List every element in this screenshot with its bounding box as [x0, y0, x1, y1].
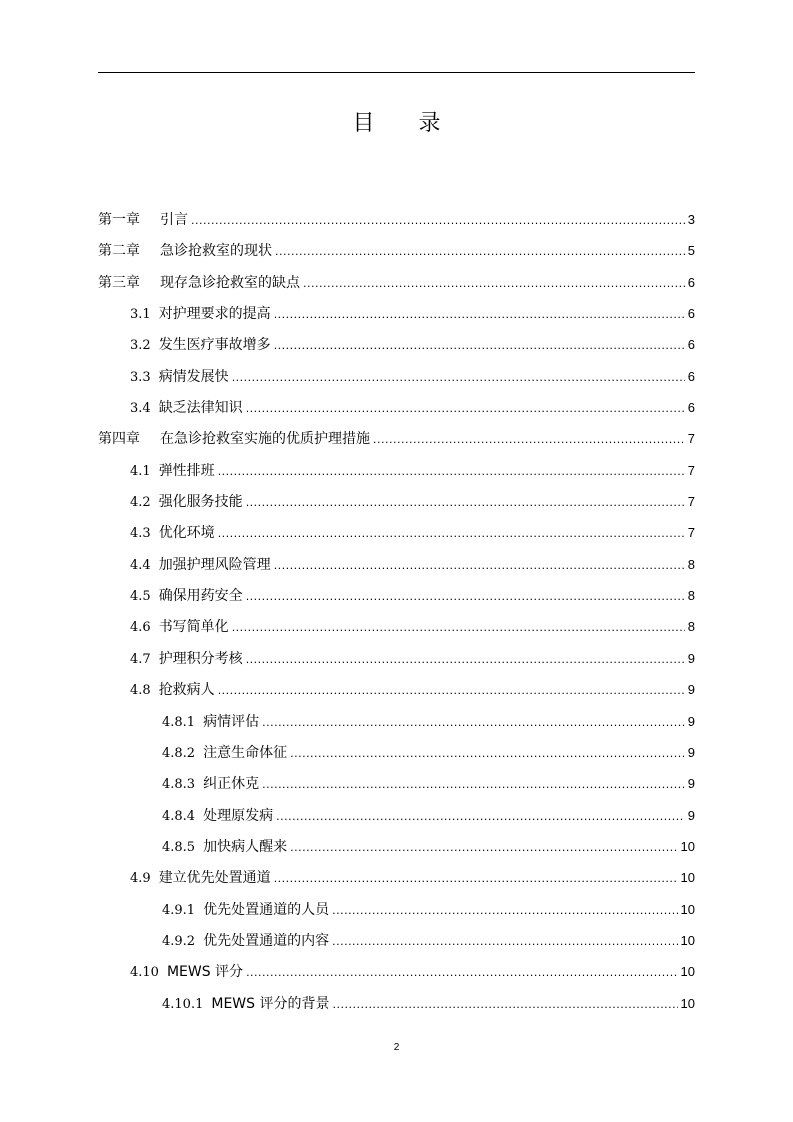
toc-entry-page: 10	[680, 870, 695, 886]
toc-dot-leader	[218, 518, 685, 549]
toc-entry-number: 4.5	[130, 589, 151, 605]
toc-entry-number: 4.9.2	[162, 933, 196, 949]
toc-entry-number: 第一章	[98, 212, 140, 228]
toc-entry-page: 9	[687, 650, 695, 666]
toc-entry-number: 4.2	[130, 495, 151, 511]
toc-entry-number: 第三章	[98, 274, 140, 291]
toc-entry-page: 7	[687, 431, 695, 447]
toc-entry-label: 抢救病人	[158, 682, 215, 699]
toc-entry-page: 10	[680, 838, 695, 854]
toc-entry[interactable]	[98, 643, 695, 674]
toc-dot-leader	[218, 675, 685, 706]
toc-entry-label: 确保用药安全	[158, 588, 243, 605]
toc-entry-label: 强化服务技能	[158, 494, 243, 511]
toc-dot-leader	[290, 738, 685, 769]
toc-entry-number: 4.10.1	[162, 996, 204, 1012]
toc-entry[interactable]	[98, 235, 695, 266]
toc-entry[interactable]	[98, 329, 695, 360]
toc-entry-label: 病情发展快	[158, 368, 229, 385]
toc-dot-leader	[246, 487, 685, 518]
toc-entry-page: 6	[687, 337, 695, 353]
page-title: 目录	[352, 111, 485, 136]
toc-entry-label: 护理积分考核	[158, 650, 243, 667]
toc-dot-leader	[290, 832, 677, 863]
toc-entry[interactable]	[98, 298, 695, 329]
toc-dot-leader	[373, 424, 685, 455]
toc-dot-leader	[332, 989, 677, 1020]
toc-entry[interactable]	[98, 800, 695, 831]
toc-entry-page: 3	[687, 212, 695, 227]
toc-dot-leader	[246, 581, 685, 612]
toc-dot-leader	[274, 863, 678, 894]
toc-entry-number: 4.3	[130, 526, 151, 542]
toc-entry-number: 4.4	[130, 557, 151, 573]
toc-entry-label: 在急诊抢救室实施的优质护理措施	[160, 431, 370, 448]
toc-dot-leader	[274, 550, 685, 581]
toc-dot-leader	[246, 644, 685, 675]
toc-entry[interactable]	[98, 486, 695, 517]
toc-entry-label: 急诊抢救室的现状	[160, 243, 272, 260]
toc-entry-label: 优化环境	[158, 525, 215, 542]
toc-entry[interactable]	[98, 862, 695, 893]
toc-entry[interactable]	[98, 361, 695, 392]
toc-entry-label: 建立优先处置通道	[158, 870, 271, 887]
toc-entry[interactable]	[98, 737, 695, 768]
toc-entry[interactable]	[98, 674, 695, 705]
toc-dot-leader	[191, 205, 685, 236]
toc-entry-label: 病情评估	[203, 713, 260, 730]
toc-entry-number: 第二章	[98, 243, 140, 260]
toc-entry-number: 4.10	[130, 965, 159, 981]
table-of-contents	[98, 204, 695, 1019]
toc-entry-label: MEWS 评分	[166, 964, 244, 981]
toc-entry-page: 9	[687, 713, 695, 729]
toc-entry-label: 注意生命体征	[203, 744, 288, 761]
toc-entry-label: 优先处置通道的人员	[203, 901, 330, 918]
toc-dot-leader	[303, 268, 685, 299]
toc-entry[interactable]	[98, 894, 695, 925]
toc-entry[interactable]	[98, 580, 695, 611]
footer-page-number: 2	[393, 1042, 400, 1053]
toc-entry-number: 4.6	[130, 620, 151, 636]
toc-entry[interactable]	[98, 392, 695, 423]
toc-dot-leader	[262, 769, 685, 800]
toc-entry-page: 10	[680, 932, 695, 948]
toc-entry-number: 4.1	[130, 463, 151, 479]
toc-entry-label: 引言	[160, 212, 188, 228]
toc-dot-leader	[274, 299, 685, 330]
toc-entry-number: 4.9.1	[162, 902, 196, 918]
toc-entry-number: 4.8	[130, 683, 151, 699]
toc-entry-label: 对护理要求的提高	[158, 306, 271, 323]
toc-entry-label: 书写简单化	[158, 619, 229, 636]
toc-dot-leader	[262, 707, 685, 738]
toc-entry-label: 现存急诊抢救室的缺点	[160, 274, 300, 291]
toc-entry-label: 处理原发病	[203, 807, 274, 824]
toc-entry-number: 4.7	[130, 651, 151, 667]
toc-entry[interactable]	[98, 706, 695, 737]
toc-entry[interactable]	[98, 956, 695, 987]
toc-dot-leader	[232, 612, 685, 643]
toc-entry-page: 6	[687, 368, 695, 384]
toc-entry-label: 加强护理风险管理	[158, 556, 271, 573]
toc-entry-page: 6	[687, 274, 695, 290]
toc-dot-leader	[232, 362, 685, 393]
toc-entry-page: 5	[687, 243, 695, 259]
toc-entry-label: 缺乏法律知识	[158, 400, 243, 417]
toc-entry-page: 9	[687, 744, 695, 760]
header-rule	[98, 72, 695, 73]
toc-entry-number: 4.8.5	[162, 839, 196, 855]
toc-entry-page: 6	[687, 306, 695, 322]
toc-entry[interactable]	[98, 455, 695, 486]
toc-dot-leader	[218, 456, 685, 487]
toc-entry-page: 7	[687, 462, 695, 478]
toc-entry-label: 纠正休克	[203, 776, 260, 793]
toc-entry-page: 8	[687, 619, 695, 635]
toc-entry-label: 优先处置通道的内容	[203, 932, 330, 949]
toc-dot-leader	[274, 330, 685, 361]
toc-dot-leader	[246, 393, 685, 424]
toc-dot-leader	[332, 926, 677, 957]
toc-entry-page: 7	[687, 494, 695, 510]
toc-entry-label: 加快病人醒来	[203, 838, 288, 855]
toc-entry-label: 发生医疗事故增多	[158, 337, 271, 354]
toc-entry-number: 3.4	[130, 401, 151, 417]
toc-entry-number: 4.8.2	[162, 745, 196, 761]
toc-entry-page: 10	[680, 964, 695, 980]
toc-entry-number: 3.3	[130, 369, 151, 385]
toc-entry-page: 7	[687, 525, 695, 541]
toc-dot-leader	[276, 801, 685, 832]
toc-entry-page: 8	[687, 556, 695, 572]
toc-entry-number: 3.1	[130, 307, 151, 323]
toc-entry[interactable]	[98, 831, 695, 862]
toc-dot-leader	[332, 895, 677, 926]
toc-entry[interactable]	[98, 988, 695, 1019]
toc-entry[interactable]	[98, 925, 695, 956]
toc-dot-leader	[246, 957, 677, 988]
toc-entry-page: 9	[687, 776, 695, 792]
toc-entry[interactable]	[98, 768, 695, 799]
toc-entry-number: 第四章	[98, 431, 140, 448]
toc-entry[interactable]	[98, 611, 695, 642]
toc-entry-page: 6	[687, 400, 695, 416]
toc-entry[interactable]	[98, 423, 695, 454]
toc-dot-leader	[275, 236, 685, 267]
toc-entry[interactable]	[98, 517, 695, 548]
toc-entry[interactable]	[98, 204, 695, 235]
toc-entry[interactable]	[98, 549, 695, 580]
toc-entry-page: 9	[687, 807, 695, 823]
toc-entry-page: 9	[687, 682, 695, 698]
toc-entry-number: 4.8.4	[162, 808, 196, 824]
toc-entry-label: MEWS 评分的背景	[211, 995, 330, 1012]
toc-entry-number: 4.8.1	[162, 714, 196, 730]
toc-entry[interactable]	[98, 267, 695, 298]
toc-entry-number: 4.9	[130, 871, 151, 887]
toc-entry-number: 3.2	[130, 338, 151, 354]
toc-entry-page: 8	[687, 588, 695, 604]
toc-entry-page: 10	[680, 901, 695, 917]
toc-entry-number: 4.8.3	[162, 777, 196, 793]
toc-entry-page: 10	[680, 995, 695, 1011]
toc-entry-label: 弹性排班	[158, 462, 215, 479]
